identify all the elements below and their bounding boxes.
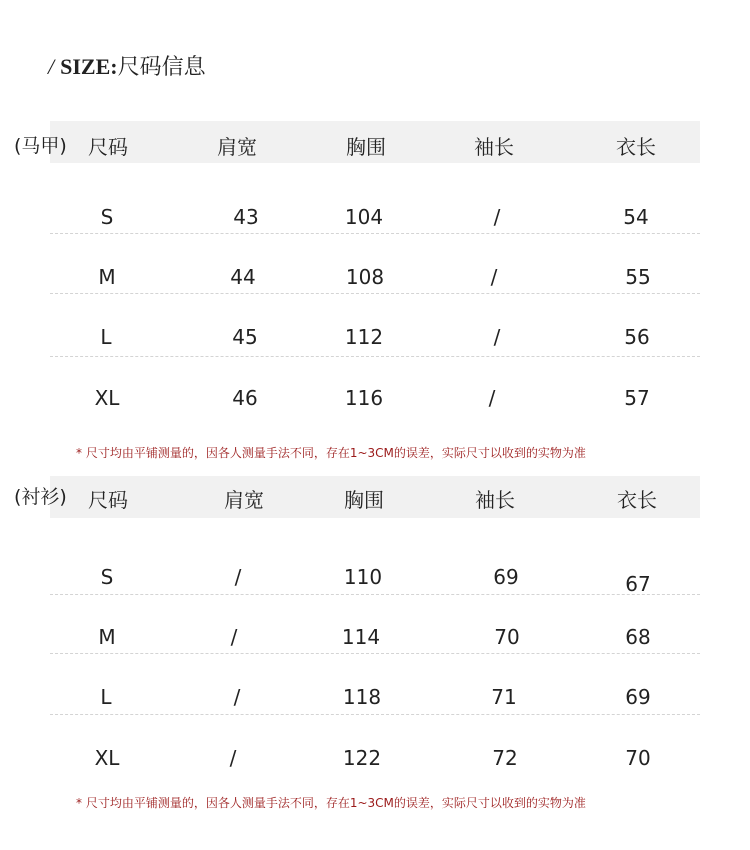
cell-chest: 118 xyxy=(342,685,382,709)
header-sleeve: 袖长 xyxy=(475,488,515,512)
page-title xyxy=(48,50,206,81)
cell-length: 55 xyxy=(625,265,651,289)
cell-sleeve: 70 xyxy=(494,625,520,649)
cell-shoulder: 44 xyxy=(230,265,256,289)
cell-shoulder: 43 xyxy=(233,205,259,229)
cell-shoulder: / xyxy=(234,565,242,589)
title-slash: / xyxy=(48,54,55,79)
table-row xyxy=(0,243,750,303)
cell-chest: 110 xyxy=(343,565,383,589)
cell-length: 67 xyxy=(625,572,651,596)
cell-shoulder: / xyxy=(229,746,237,770)
cell-length: 68 xyxy=(625,625,651,649)
cell-length: 70 xyxy=(625,746,651,770)
cell-shoulder: / xyxy=(230,625,238,649)
row-divider xyxy=(50,356,700,357)
cell-size: L xyxy=(100,325,112,349)
table-row xyxy=(0,603,750,663)
header-sleeve: 袖长 xyxy=(474,135,514,159)
row-divider xyxy=(50,594,700,595)
header-length: 衣长 xyxy=(616,135,656,159)
cell-sleeve: / xyxy=(493,205,501,229)
cell-sleeve: 72 xyxy=(492,746,518,770)
group-label: (衬衫) xyxy=(14,486,67,508)
header-shoulder: 肩宽 xyxy=(217,135,257,159)
cell-sleeve: / xyxy=(490,265,498,289)
cell-size: M xyxy=(98,265,116,289)
cell-length: 69 xyxy=(625,685,651,709)
measurement-note: * 尺寸均由平铺测量的，因各人测量手法不同，存在1~3CM的误差，实际尺寸以收到的实物为准 xyxy=(76,796,586,810)
row-divider xyxy=(50,293,700,294)
header-shoulder: 肩宽 xyxy=(224,488,264,512)
header-chest: 胸围 xyxy=(346,135,386,159)
cell-chest: 114 xyxy=(341,625,381,649)
header-size: 尺码 xyxy=(88,135,128,159)
cell-size: XL xyxy=(94,386,120,410)
row-divider xyxy=(50,653,700,654)
title-en: SIZE: xyxy=(60,54,118,79)
cell-shoulder: 46 xyxy=(232,386,258,410)
measurement-note: * 尺寸均由平铺测量的，因各人测量手法不同，存在1~3CM的误差，实际尺寸以收到的实物为准 xyxy=(76,446,586,460)
cell-sleeve: 69 xyxy=(493,565,519,589)
cell-length: 57 xyxy=(624,386,650,410)
cell-chest: 116 xyxy=(344,386,384,410)
title-zh: 尺码信息 xyxy=(117,55,206,80)
header-chest: 胸围 xyxy=(344,488,384,512)
header-size: 尺码 xyxy=(88,488,128,512)
row-divider xyxy=(50,233,700,234)
cell-size: S xyxy=(100,205,114,229)
cell-chest: 122 xyxy=(342,746,382,770)
cell-size: XL xyxy=(94,746,120,770)
group-label: (马甲) xyxy=(14,135,67,157)
cell-size: M xyxy=(98,625,116,649)
cell-shoulder: / xyxy=(233,685,241,709)
cell-chest: 112 xyxy=(344,325,384,349)
cell-shoulder: 45 xyxy=(232,325,258,349)
cell-chest: 104 xyxy=(344,205,384,229)
table-row xyxy=(0,724,750,784)
cell-size: L xyxy=(100,685,112,709)
table-row xyxy=(0,364,750,424)
cell-sleeve: / xyxy=(493,325,501,349)
header-length: 衣长 xyxy=(617,488,657,512)
cell-size: S xyxy=(100,565,114,589)
cell-sleeve: 71 xyxy=(491,685,517,709)
cell-length: 56 xyxy=(624,325,650,349)
table-row xyxy=(0,303,750,363)
table-row xyxy=(0,183,750,243)
cell-sleeve: / xyxy=(488,386,496,410)
cell-chest: 108 xyxy=(345,265,385,289)
row-divider xyxy=(50,714,700,715)
cell-length: 54 xyxy=(623,205,649,229)
